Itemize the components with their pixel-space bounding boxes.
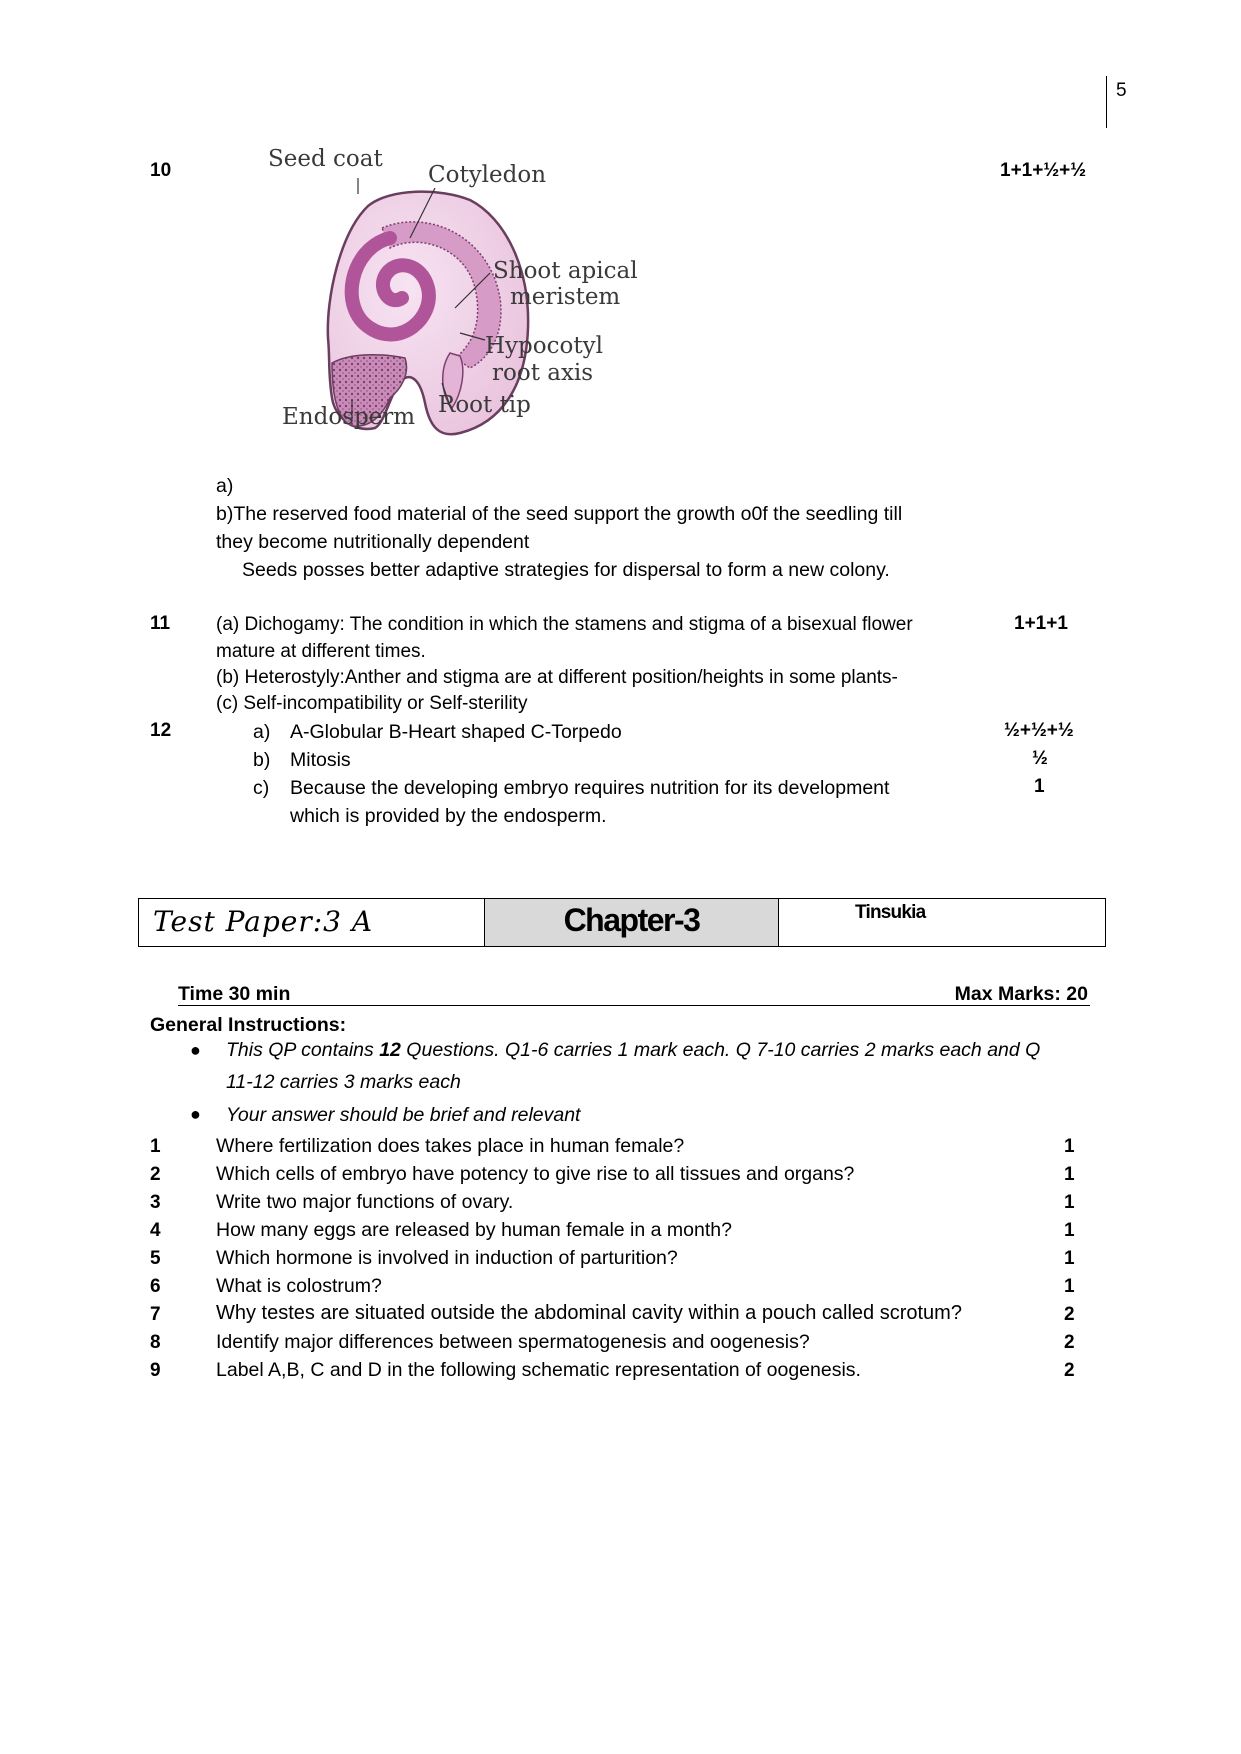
label-shoot-apical: Shoot apical xyxy=(493,258,638,284)
dicot-embryo-diagram xyxy=(268,146,730,478)
q11-answer-c: (c) Self-incompatibility or Self-sterility xyxy=(216,693,528,714)
q12-item-b-marks: ½ xyxy=(1032,748,1048,769)
instruction-2: Your answer should be brief and relevant xyxy=(226,1104,581,1126)
question-marks: 2 xyxy=(1064,1332,1075,1353)
q10-answer-a: a) xyxy=(216,475,234,497)
q11-answer-b: (b) Heterostyly:Anther and stigma are at different position/heights in some plants- xyxy=(216,667,898,688)
header-school-cell xyxy=(779,899,1105,946)
header-chapter-cell xyxy=(485,899,779,946)
q10-marks: 1+1+½+½ xyxy=(1000,160,1087,181)
q12-item-b-text: Mitosis xyxy=(290,749,351,771)
question-number: 5 xyxy=(150,1248,161,1269)
label-meristem: meristem xyxy=(510,284,621,310)
q10-number: 10 xyxy=(150,160,172,181)
q11-number: 11 xyxy=(150,613,171,634)
question-text: Label A,B, C and D in the following schematic representation of oogenesis. xyxy=(216,1359,861,1381)
question-marks: 2 xyxy=(1064,1304,1075,1325)
bullet-icon: ● xyxy=(190,1040,201,1060)
question-marks: 1 xyxy=(1064,1248,1075,1269)
q12-item-c-label: c) xyxy=(253,777,270,799)
q11-marks: 1+1+1 xyxy=(1014,613,1068,634)
q12-item-c-line2: which is provided by the endosperm. xyxy=(290,805,607,827)
label-root-tip: Root tip xyxy=(438,392,531,418)
question-text: Identify major differences between spermatogenesis and oogenesis? xyxy=(216,1331,810,1353)
q11-answer-a-line1: (a) Dichogamy: The condition in which the stamens and stigma of a bisexual flower xyxy=(216,614,913,635)
question-number: 9 xyxy=(150,1360,161,1381)
page-number-divider xyxy=(1106,76,1107,128)
instruction-1-line1: This QP contains 12 Questions. Q1-6 carries 1 mark each. Q 7-10 carries 2 marks each and Q xyxy=(226,1039,1041,1061)
q10-answer-b-line2: they become nutritionally dependent xyxy=(216,531,530,553)
page-number: 5 xyxy=(1116,80,1127,101)
question-text: Which hormone is involved in induction of parturition? xyxy=(216,1247,678,1269)
question-text: What is colostrum? xyxy=(216,1275,382,1297)
test-paper-title: Test Paper:3 A xyxy=(153,905,374,938)
q11-answer-a-line2: mature at different times. xyxy=(216,641,426,662)
instruction-1-line2: 11-12 carries 3 marks each xyxy=(226,1071,461,1093)
q10-answer-b-line1: b)The reserved food material of the seed support the growth o0f the seedling till xyxy=(216,503,903,525)
time-marks-row xyxy=(178,983,1090,1006)
label-seed-coat: Seed coat xyxy=(268,146,383,172)
q12-item-a-label: a) xyxy=(253,721,271,743)
question-marks: 1 xyxy=(1064,1192,1075,1213)
question-number: 7 xyxy=(150,1304,161,1325)
question-text: How many eggs are released by human female in a month? xyxy=(216,1219,732,1241)
question-text: Which cells of embryo have potency to give rise to all tissues and organs? xyxy=(216,1163,855,1185)
question-number: 3 xyxy=(150,1192,161,1213)
q12-item-a-marks: ½+½+½ xyxy=(1004,720,1074,741)
q12-item-c-text: Because the developing embryo requires nutrition for its development xyxy=(290,777,890,799)
question-number: 1 xyxy=(150,1136,161,1157)
label-cotyledon: Cotyledon xyxy=(428,162,547,188)
question-marks: 1 xyxy=(1064,1164,1075,1185)
question-number: 2 xyxy=(150,1164,161,1185)
label-endosperm: Endosperm xyxy=(282,404,416,430)
question-marks: 2 xyxy=(1064,1360,1075,1381)
question-text: Write two major functions of ovary. xyxy=(216,1191,514,1213)
q12-item-b-label: b) xyxy=(253,749,271,771)
header-title-cell xyxy=(139,899,485,946)
q10-answer-b-line3: Seeds posses better adaptive strategies for dispersal to form a new colony. xyxy=(242,559,890,581)
question-text: Why testes are situated outside the abdominal cavity within a pouch called scrotum? xyxy=(216,1302,962,1324)
q12-item-c-marks: 1 xyxy=(1034,776,1045,797)
chapter-title: Chapter-3 xyxy=(563,902,700,938)
question-number: 4 xyxy=(150,1220,161,1241)
question-marks: 1 xyxy=(1064,1136,1075,1157)
question-marks: 1 xyxy=(1064,1220,1075,1241)
question-number: 8 xyxy=(150,1332,161,1353)
label-hypocotyl: Hypocotyl xyxy=(485,333,603,359)
test-paper-header xyxy=(138,898,1106,947)
bullet-icon: ● xyxy=(190,1104,201,1124)
question-text: Where fertilization does takes place in human female? xyxy=(216,1135,685,1157)
max-marks: Max Marks: 20 xyxy=(954,983,1088,1005)
question-number: 6 xyxy=(150,1276,161,1297)
general-instructions-heading: General Instructions: xyxy=(150,1014,347,1036)
q12-item-a-text: A-Globular B-Heart shaped C-Torpedo xyxy=(290,721,622,743)
school-name: Tinsukia xyxy=(855,902,926,923)
question-marks: 1 xyxy=(1064,1276,1075,1297)
time-allowed: Time 30 min xyxy=(178,983,291,1005)
q12-number: 12 xyxy=(150,720,172,741)
label-root-axis: root axis xyxy=(492,360,594,386)
